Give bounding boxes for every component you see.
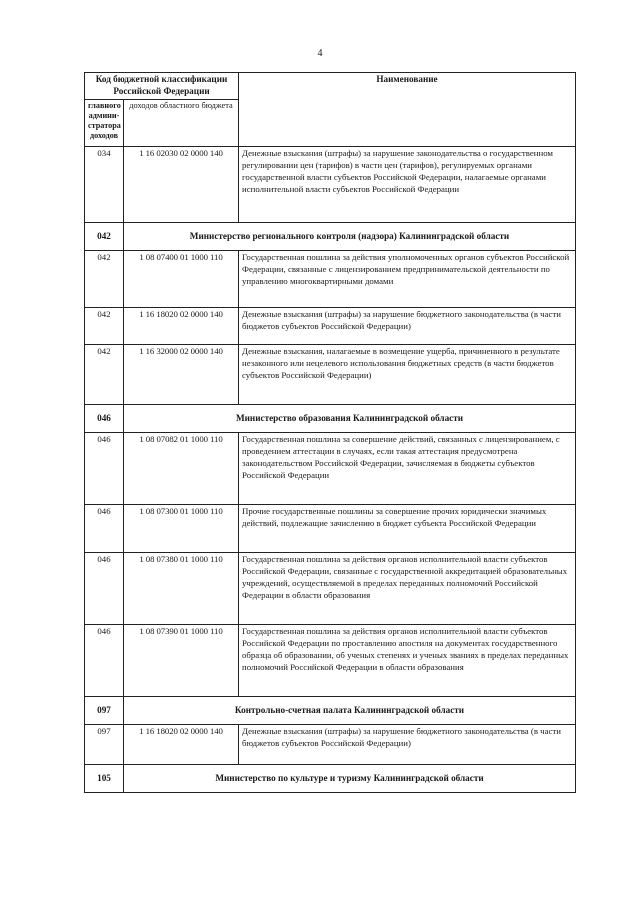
ministry-row (85, 697, 576, 725)
revenue-name-cell: Денежные взыскания (штрафы) за нарушение бюджетного законодательства (в части бюджетов субъектов Российской Федерации) (239, 725, 576, 765)
table-row (85, 553, 576, 625)
admin-code-cell: 046 (85, 505, 124, 553)
revenue-code-cell: 1 08 07390 01 1000 110 (124, 625, 239, 697)
admin-code-cell: 046 (85, 625, 124, 697)
admin-code-cell: 042 (85, 345, 124, 405)
revenue-name-cell: Денежные взыскания (штрафы) за нарушение бюджетного законодательства (в части бюджетов субъектов Российской Федерации) (239, 308, 576, 345)
admin-code-cell: 042 (85, 251, 124, 308)
admin-code-cell: 042 (85, 308, 124, 345)
ministry-title-cell: Министерство образования Калининградской области (124, 405, 576, 433)
revenue-code-cell: 1 08 07300 01 1000 110 (124, 505, 239, 553)
table-row (85, 251, 576, 308)
table-row (85, 308, 576, 345)
table-row (85, 147, 576, 223)
table-body (85, 147, 576, 793)
budget-classification-table (84, 72, 576, 793)
ministry-title-cell: Министерство по культуре и туризму Калининградской области (124, 765, 576, 793)
admin-code-cell: 105 (85, 765, 124, 793)
page-number: 4 (317, 48, 323, 59)
revenue-name-cell: Денежные взыскания, налагаемые в возмещение ущерба, причиненного в результате незаконного или нецелевого использования бюджетных средств (в части бюджетов субъектов Российской Федерации) (239, 345, 576, 405)
name-column-header: Наименование (239, 73, 576, 147)
admin-code-cell: 046 (85, 433, 124, 505)
revenue-code-cell: 1 16 18020 02 0000 140 (124, 725, 239, 765)
revenue-name-cell: Государственная пошлина за действия органов исполнительной власти субъектов Российской Федерации по проставлению апостиля на документах государственного образца об образовании, об ученых степенях и ученых званиях в пределах переданных полномочий Российской Федерации в области образования (239, 625, 576, 697)
revenue-code-cell: 1 08 07082 01 1000 110 (124, 433, 239, 505)
admin-code-cell: 097 (85, 725, 124, 765)
table-row (85, 433, 576, 505)
revenue-code-cell: 1 08 07400 01 1000 110 (124, 251, 239, 308)
code-column-header: доходов областного бюджета (124, 100, 239, 147)
revenue-name-cell: Денежные взыскания (штрафы) за нарушение законодательства о государственном регулировании цен (тарифов) в части цен (тарифов), регулируемых органами государственной власти субъектов Российской Федерации, налагаемые органами исполнительной власти субъектов Российской Федерации (239, 147, 576, 223)
admin-code-cell: 046 (85, 553, 124, 625)
admin-code-cell: 097 (85, 697, 124, 725)
table-row (85, 625, 576, 697)
ministry-row (85, 223, 576, 251)
revenue-name-cell: Прочие государственные пошлины за совершение прочих юридически значимых действий, подлежащие зачислению в бюджет субъекта Российской Федерации (239, 505, 576, 553)
ministry-title-cell: Контрольно-счетная палата Калининградской области (124, 697, 576, 725)
revenue-code-cell: 1 16 02030 02 0000 140 (124, 147, 239, 223)
ministry-row (85, 405, 576, 433)
kbk-header: Код бюджетной классификации Российской Федерации (85, 73, 239, 100)
table-row (85, 725, 576, 765)
revenue-name-cell: Государственная пошлина за совершение действий, связанных с лицензированием, с проведением аттестации в случаях, если такая аттестация предусмотрена законодательством Российской Федерации, зачисляемая в бюджеты субъектов Российской Федерации (239, 433, 576, 505)
admin-code-cell: 046 (85, 405, 124, 433)
revenue-name-cell: Государственная пошлина за действия органов исполнительной власти субъектов Российской Федерации, связанные с государственной аккредитацией образовательных учреждений, осуществляемой в пределах переданных полномочий Российской Федерации в области образования (239, 553, 576, 625)
revenue-code-cell: 1 16 18020 02 0000 140 (124, 308, 239, 345)
revenue-code-cell: 1 16 32000 02 0000 140 (124, 345, 239, 405)
revenue-name-cell: Государственная пошлина за действия уполномоченных органов субъектов Российской Федерации, связанные с лицензированием предпринимательской деятельности по управлению многоквартирными домами (239, 251, 576, 308)
admin-code-cell: 042 (85, 223, 124, 251)
table-row (85, 505, 576, 553)
ministry-title-cell: Министерство регионального контроля (надзора) Калининградской области (124, 223, 576, 251)
table-header (85, 73, 576, 147)
table-row (85, 345, 576, 405)
admin-column-header: главного админи-стратора доходов (85, 100, 124, 147)
revenue-code-cell: 1 08 07380 01 1000 110 (124, 553, 239, 625)
admin-code-cell: 034 (85, 147, 124, 223)
ministry-row (85, 765, 576, 793)
